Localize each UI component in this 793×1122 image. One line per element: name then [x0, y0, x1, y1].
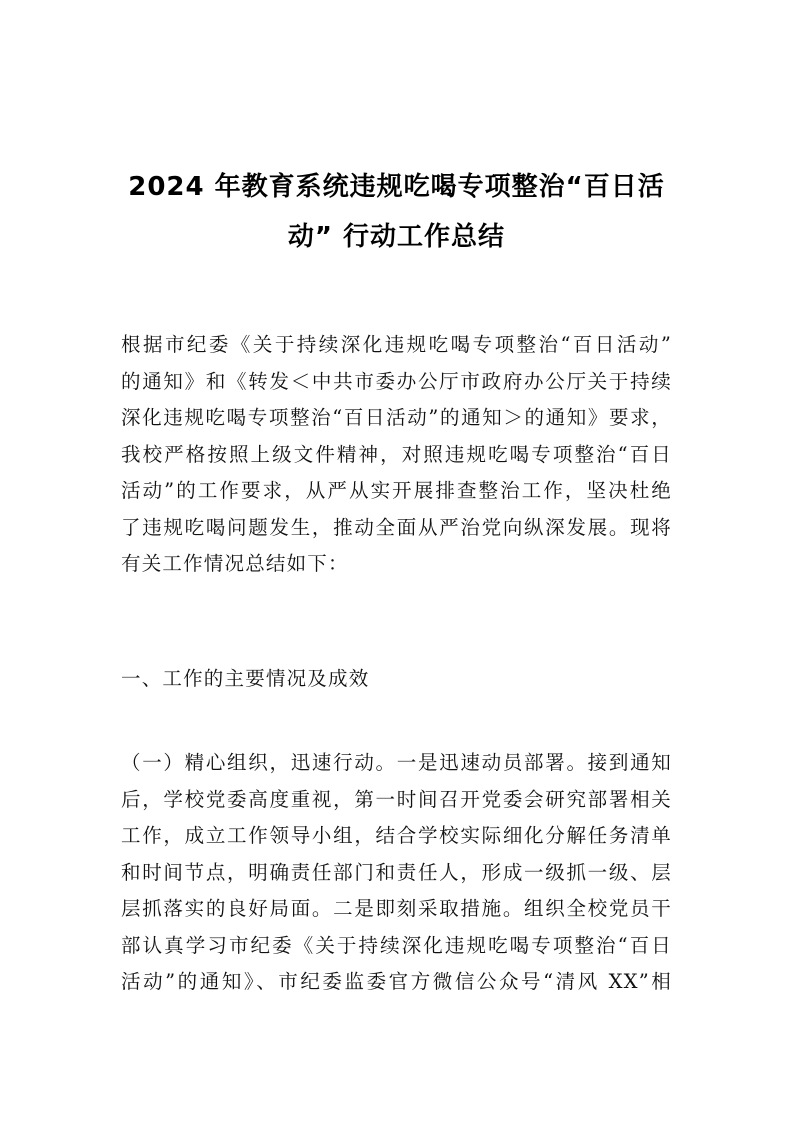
title-line: 动” 行动工作总结 [287, 222, 506, 252]
paragraph-line: 的通知》和《转发＜中共市委办公厅市政府办公厅关于持续 [121, 369, 672, 393]
paragraph-line: 后，学校党委高度重视，第一时间召开党委会研究部署相关 [121, 787, 672, 811]
paragraph-line: 和时间节点，明确责任部门和责任人，形成一级抓一级、层 [121, 860, 672, 884]
document-title [110, 162, 683, 262]
paragraph-line: 深化违规吃喝专项整治“百日活动”的通知＞的通知》要求， [121, 406, 672, 429]
paragraph-line: （一）精心组织，迅速行动。一是迅速动员部署。接到通知 [121, 751, 672, 774]
paragraph-line: 根据市纪委《关于持续深化违规吃喝专项整治“百日活动” [121, 333, 672, 356]
paragraph-line: 有关工作情况总结如下： [121, 552, 349, 575]
heading-text: 一、工作的主要情况及成效 [121, 667, 370, 690]
section-heading [121, 661, 672, 698]
title-line: 2024 年教育系统违规吃喝专项整治“百日活 [128, 172, 665, 202]
paragraph-line: 我校严格按照上级文件精神，对照违规吃喝专项整治“百日 [121, 442, 672, 466]
paragraph-line: 活动”的通知》、市纪委监委官方微信公众号“清风 XX”相 [121, 970, 672, 993]
paragraph-line: 了违规吃喝问题发生，推动全面从严治党向纵深发展。现将 [121, 515, 672, 539]
intro-paragraph [121, 327, 672, 583]
paragraph-line: 层抓落实的良好局面。二是即刻采取措施。组织全校党员干 [121, 897, 672, 920]
paragraph-line: 工作，成立工作领导小组，结合学校实际细化分解任务清单 [121, 824, 672, 847]
section-1-paragraph [121, 745, 672, 1001]
paragraph-line: 部认真学习市纪委《关于持续深化违规吃喝专项整治“百日 [121, 933, 672, 957]
paragraph-line: 活动”的工作要求，从严从实开展排查整治工作，坚决杜绝 [121, 479, 672, 502]
